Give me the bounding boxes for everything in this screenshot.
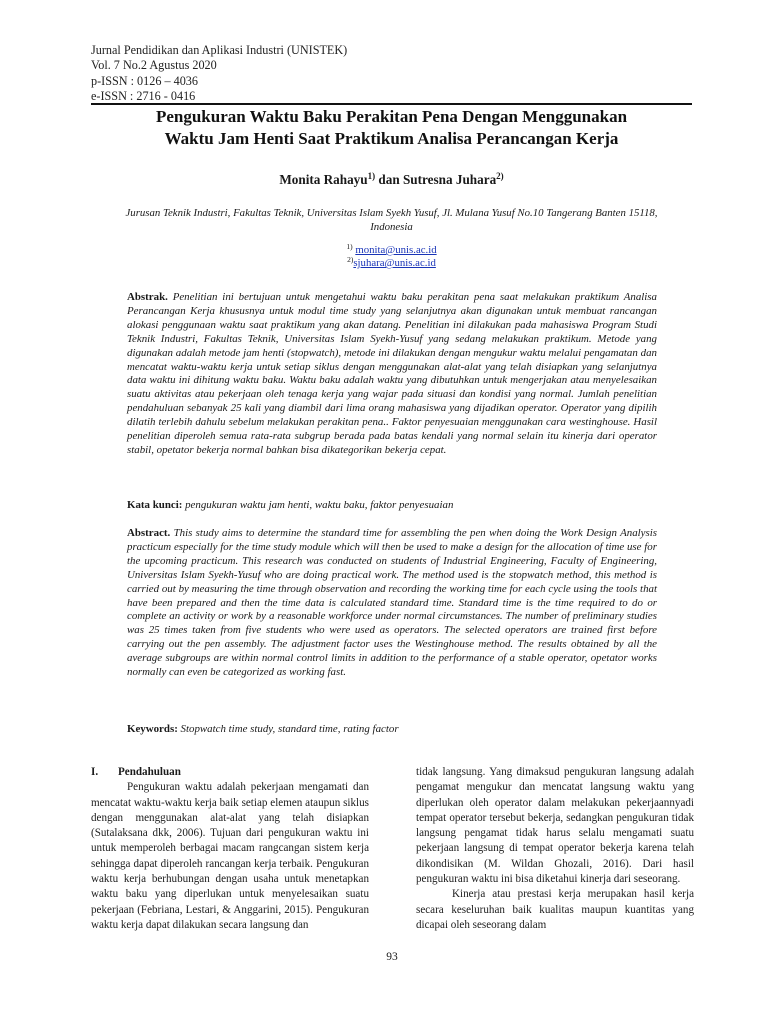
abstract-text: This study aims to determine the standard time for assembling the pen when doing the Work Design Analysis practicum especially for the time study module which will then be used to make a design for the allocation of time use for the upcoming practicum. This research was conducted on students of Industrial Engineering, Faculty of Engineering, Universitas Islam Syekh-Yusuf who are doing practical work. The method used is the stopwatch method, this method is carried out by measuring the time through observation and recording the working time for each cycle using the tools that have been prepared and then the time data is calculated standard time. Standard time is the time required to do or complete an activity or work by a reasonable workforce under normal circumstances. The number of preliminary studies was 25 times taken from five students who were used as operators. The selected operators are trained first before carrying out the pen assembly. The adjustment factor uses the Westinghouse method. The results obtained by all the average subgroups are within normal control limits in addition to the performance of a stable operator, opetator works normally can even be categorized as working fast. [127,527,657,679]
section-title: Pendahuluan [118,766,181,778]
abstrak-text: Penelitian ini bertujuan untuk mengetahui waktu baku perakitan pena saat melakukan praktikum Analisa Perancangan Kerja khususnya untuk modul time study yang selanjutnya akan digunakan untuk membuat rancangan alokasi penggunaan waktu saat praktikum yang akan datang. Penelitian ini dilakukan pada mahasiswa Program Studi Teknik Industri, Fakultas Teknik, Universitas Islam Syekh-Yusuf yang sedang melakukan praktikum. Metode yang digunakan adalah metode jam henti (stopwatch), metode ini dilakukan dengan mengukur waktu melalui pengamatan dan mencatat waktu-waktu kerja untuk setiap siklus dengan menggunakan alat-alat yang telah disiapkan yang selanjutnya data waktu ini dihitung waktu baku. Waktu baku adalah waktu yang dibutuhkan untuk mengerjakan atau menyelesaikan suatu aktivitas atau pekerjaan oleh tenaga kerja yang wajar pada situasi dan kondisi yang normal. Jumlah penelitian pendahuluan sebanyak 25 kali yang diambil dari lima orang mahasiswa yang dijadikan operator. Operator yang dipilih dilatih terlebih dahulu sebelum melakukan perakitan pena.. Faktor penyesuaian menggunakan cara westinghouse. Hasil penelitian diperoleh semua rata-rata subgrup berada pada batas kendali yang normal selain itu kinerja dari operator stabil, opetator bekerja normal bahkan bisa dikategorikan bekerja cepat. [127,291,657,456]
author-1-mark: 1) [367,171,376,181]
kata-kunci-label: Kata kunci: [127,499,183,511]
keywords-block [127,723,657,737]
kata-kunci-block [127,499,657,513]
email-link-2[interactable]: sjuhara@unis.ac.id [353,257,436,269]
body-column-left [91,765,369,933]
header-rule [91,103,692,105]
author-2: Sutresna Juhara [402,172,497,187]
abstract-block [127,527,657,680]
journal-volume: Vol. 7 No.2 Agustus 2020 [91,58,217,73]
author-2-mark: 2) [496,171,504,181]
author-list [91,171,692,189]
body-paragraph: Pengukuran waktu adalah pekerjaan mengamati dan mencatat waktu-waktu kerja baik setiap elemen ataupun siklus dengan menggunakan alat-alat yang telah disiapkan (Sutalaksana dkk, 2006). Tujuan dari pengukuran waktu ini untuk memperoleh berbagai macam rangcangan sistem kerja sehingga dapat diperoleh rancangan kerja terbaik. Pengukuran waktu kerja berhubungan dengan usaha untuk menetapkan waktu baku yang diperlukan untuk menyelesaikan suatu pekerjaan (Febriana, Lestari, & Anggarini, 2015). Pengukuran waktu kerja dapat dilakukan secara langsung dan [91,781,369,931]
section-heading [91,765,369,780]
abstract-label: Abstract. [127,527,171,539]
author-separator: dan [375,172,403,187]
page-number: 93 [386,951,398,963]
body-column-right [416,765,694,933]
body-paragraph: Kinerja atau prestasi kerja merupakan hasil kerja secara keseluruhan baik kualitas maupun kuantitas yang dicapai oleh seseorang dalam [416,888,694,931]
author-emails [91,244,692,270]
journal-header [91,43,347,104]
keywords-label: Keywords: [127,723,178,735]
section-number: I. [91,766,99,778]
email-1-mark: 1) [346,242,353,251]
paper-title-line-2: Waktu Jam Henti Saat Praktikum Analisa Perancangan Kerja [164,129,619,148]
body-paragraph: tidak langsung. Yang dimaksud pengukuran langsung adalah pengamat mengukur dan mencatat langsung waktu yang diperlukan oleh operator dalam melakukan pekerjaannyadi tempat operator tersebut bekerja, sedangkan pengukuran tidak langsung pengamat tidak harus selalu mengamati suatu pekerjaan langsung di tempat operator bekerja karena telah dikondisikan (M. Wildan Ghozali, 2016). Dari hasil pengukuran waktu ini bisa diketahui kinerja dari seseorang. [416,766,694,886]
email-row-2 [91,257,692,270]
email-row-1 [91,244,692,257]
email-link-1[interactable]: monita@unis.ac.id [355,244,437,256]
affiliation: Jurusan Teknik Industri, Fakultas Teknik, Universitas Islam Syekh Yusuf, Jl. Mulana Yusuf No.10 Tangerang Banten 15118, Indonesia [125,207,658,233]
abstrak-block [127,291,657,458]
journal-e-issn: e-ISSN : 2716 - 0416 [91,88,196,103]
paper-title-line-1: Pengukuran Waktu Baku Perakitan Pena Dengan Menggunakan [155,107,628,126]
journal-p-issn: p-ISSN : 0126 – 4036 [91,73,198,88]
kata-kunci-text: pengukuran waktu jam henti, waktu baku, faktor penyesuaian [182,499,454,511]
keywords-text: Stopwatch time study, standard time, rating factor [177,723,399,735]
author-1: Monita Rahayu [279,172,368,187]
email-2-mark: 2) [347,255,354,264]
paper-title [91,106,692,150]
journal-name: Jurnal Pendidikan dan Aplikasi Industri (UNISTEK) [91,43,348,57]
abstrak-label: Abstrak. [127,291,168,303]
